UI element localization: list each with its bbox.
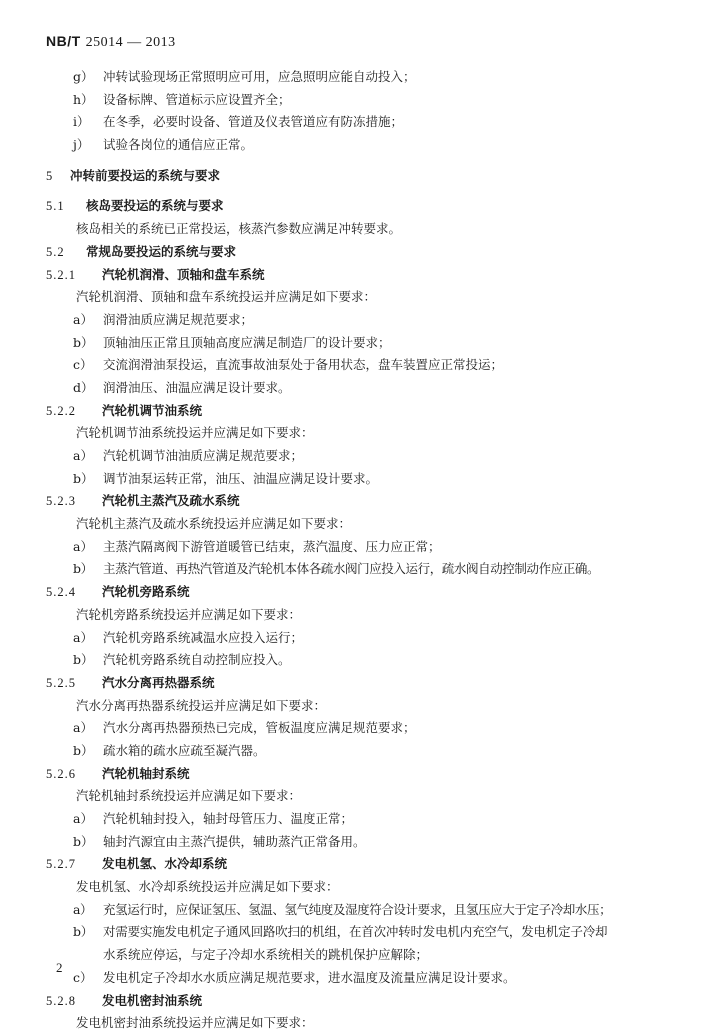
paragraph: 发电机氢、水冷却系统投运并应满足如下要求：: [76, 879, 339, 895]
list-item: a） 润滑油质应满足规范要求；: [73, 311, 254, 327]
paragraph: 汽水分离再热器系统投运并应满足如下要求：: [76, 697, 327, 713]
document-body: [46, 66, 686, 1035]
paragraph: 汽轮机调节油系统投运并应满足如下要求：: [76, 425, 314, 441]
list-item: b） 疏水箱的疏水应疏至凝汽器。: [73, 742, 266, 758]
section-heading: 5.2 常规岛要投运的系统与要求: [46, 243, 237, 259]
list-item: j） 试验各岗位的通信应正常。: [73, 137, 254, 153]
page-number: 2: [56, 960, 63, 975]
paragraph: 汽轮机旁路系统投运并应满足如下要求：: [76, 606, 302, 622]
subsection-heading: 5.2.6 汽轮机轴封系统: [46, 765, 190, 781]
list-item: d） 润滑油压、油温应满足设计要求。: [73, 379, 291, 395]
section-heading: 5 冲转前要投运的系统与要求: [46, 167, 221, 183]
list-item: a） 主蒸汽隔离阀下游管道暖管已结束，蒸汽温度、压力应正常；: [73, 538, 441, 554]
list-item-continuation: 水系统应停运，与定子冷却水系统相关的跳机保护应解除；: [103, 947, 429, 963]
paragraph: 发电机密封油系统投运并应满足如下要求：: [76, 1015, 314, 1031]
list-item: b） 轴封汽源宜由主蒸汽提供，辅助蒸汽正常备用。: [73, 833, 366, 849]
list-item: a） 汽轮机调节油油质应满足规范要求；: [73, 448, 304, 463]
list-item: b） 主蒸汽管道、再热汽管道及汽轮机本体各疏水阀门应投入运行，疏水阀自动控制动作应正确。: [73, 561, 600, 577]
list-item: a） 汽轮机旁路系统减温水应投入运行；: [73, 629, 304, 645]
list-item: b） 顶轴油压正常且顶轴高度应满足制造厂的设计要求；: [73, 334, 391, 350]
subsection-heading: 5.2.2 汽轮机调节油系统: [46, 402, 203, 418]
list-item: a） 汽轮机轴封投入，轴封母管压力、温度正常；: [73, 811, 354, 826]
paragraph: 汽轮机润滑、顶轴和盘车系统投运并应满足如下要求：: [76, 289, 377, 305]
list-item: g） 冲转试验现场正常照明应可用，应急照明应能自动投入；: [73, 69, 416, 84]
list-item: a） 汽水分离再热器预热已完成，管板温度应满足规范要求；: [73, 720, 416, 736]
list-item: c） 发电机定子冷却水水质应满足规范要求，进水温度及流量应满足设计要求。: [73, 969, 516, 985]
standard-code: NB/T: [46, 33, 81, 49]
subsection-heading: 5.2.1 汽轮机润滑、顶轴和盘车系统: [46, 266, 265, 282]
list-item: h） 设备标牌、管道标示应设置齐全；: [73, 91, 291, 107]
subsection-heading: 5.2.3 汽轮机主蒸汽及疏水系统: [46, 493, 240, 509]
list-item: b） 对需要实施发电机定子通风回路吹扫的机组，在首次冲转时发电机内充空气，发电机定子冷却: [73, 924, 608, 940]
list-item: i） 在冬季，必要时设备、管道及仪表管道应有防冻措施；: [73, 114, 404, 130]
standard-number: 25014 — 2013: [85, 35, 176, 50]
page-header: [46, 33, 176, 51]
list-item: c） 交流润滑油泵投运，直流事故油泵处于备用状态，盘车装置应正常投运；: [73, 357, 504, 373]
list-item: b） 汽轮机旁路系统自动控制应投入。: [73, 652, 291, 668]
subsection-heading: 5.2.8 发电机密封油系统: [46, 992, 203, 1008]
paragraph: 核岛相关的系统已正常投运，核蒸汽参数应满足冲转要求。: [76, 221, 402, 237]
paragraph: 汽轮机轴封系统投运并应满足如下要求：: [76, 788, 302, 804]
list-item: b） 调节油泵运转正常，油压、油温应满足设计要求。: [73, 470, 379, 486]
subsection-heading: 5.2.7 发电机氢、水冷却系统: [46, 856, 228, 872]
section-heading: 5.1 核岛要投运的系统与要求: [46, 198, 224, 214]
list-item: a） 充氢运行时，应保证氢压、氢温、氢气纯度及湿度符合设计要求，且氢压应大于定子冷却水压；: [73, 901, 612, 917]
subsection-heading: 5.2.5 汽水分离再热器系统: [46, 674, 215, 690]
paragraph: 汽轮机主蒸汽及疏水系统投运并应满足如下要求：: [76, 516, 352, 532]
subsection-heading: 5.2.4 汽轮机旁路系统: [46, 584, 190, 600]
